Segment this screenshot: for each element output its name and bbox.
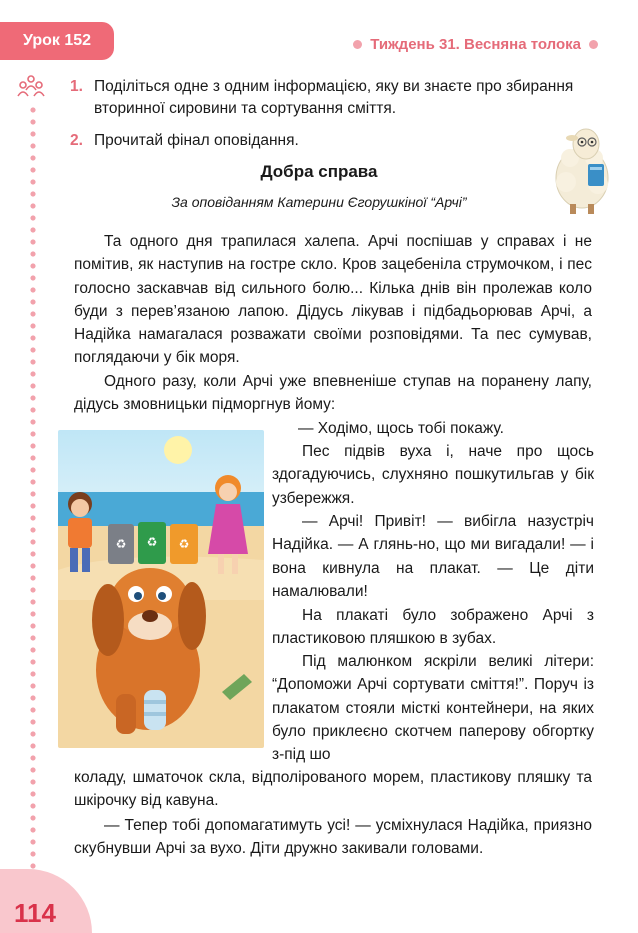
dot-icon (589, 40, 598, 49)
story-paragraph: — Тепер тобі допомагатимуть усі! — усміхнулася Надійка, приязно скубнувши Арчі за вухо. Діти дружно закивали головами. (74, 817, 592, 858)
story-subtitle: За оповіданням Катерини Єгорушкіної “Арчі” (171, 194, 467, 210)
story-paragraph: Пес підвів вуха і, наче про щось здогадуючись, слухняно пошкутильгав у бік узбережжя. (272, 443, 594, 507)
story-paragraph: коладу, шматочок скла, відполірованого морем, пластикову пляшку та шкірочку від кавуна. (74, 769, 592, 810)
svg-text:♻: ♻ (146, 535, 158, 549)
story-paragraph: — Ходімо, щось тобі покажу. (298, 420, 504, 437)
story-paragraph: — Арчі! Привіт! — вибігла назустріч Надійка. — А глянь-но, що ми вигадали! — і вона кивнула на плакат. — Це діти намалювали! (272, 513, 594, 600)
task-text: Прочитай фінал оповідання. (94, 132, 299, 149)
story-paragraph: Під малюнком яскріли великі літери: “Допоможи Арчі сортувати сміття!”. Поруч із плакатом стояли місткі контейнери, на яких було приклеєно скотчем паперову обгортку з-під шо (272, 653, 594, 764)
decorative-dots (30, 104, 36, 884)
task-number: 1. (70, 78, 83, 95)
story-paragraph: Та одного дня трапилася халепа. Арчі поспішав у справах і не помітив, як наступив на гостре скло. Кров зацебеніла струмочком, і пес голосно заскавчав від сильного болю... Кілька днів він пролежав коло буди з перев’язаною лапою. Дідусь лікував і підбадьорював Арчі, а Надійка намагалася розважати своїми розповідями. Та пес сумував, поглядаючи у бік моря. (74, 233, 592, 367)
illustration-dog-recycling (58, 430, 264, 748)
lesson-tab: Урок 152 (0, 22, 114, 60)
svg-text:♻: ♻ (115, 537, 127, 551)
group-work-icon (16, 74, 46, 98)
story-title: Добра справа (260, 162, 378, 181)
story-paragraph: На плакаті було зображено Арчі з пластиковою пляшкою в зубах. (272, 607, 594, 648)
task-2 (70, 130, 610, 152)
page-number: 114 (14, 898, 56, 928)
week-title (353, 36, 598, 53)
svg-text:♻: ♻ (178, 537, 190, 551)
task-text: Поділіться одне з одним інформацією, яку ви знаєте про збирання вторинної сировини та сортування сміття. (94, 78, 574, 117)
story-paragraph: Одного разу, коли Арчі уже впевненіше ступав на поранену лапу, дідусь змовницьки підморгнув йому: (74, 373, 592, 414)
task-number: 2. (70, 132, 83, 149)
week-label: Тиждень 31. Весняна толока (370, 36, 581, 53)
task-1 (70, 76, 610, 120)
dot-icon (353, 40, 362, 49)
